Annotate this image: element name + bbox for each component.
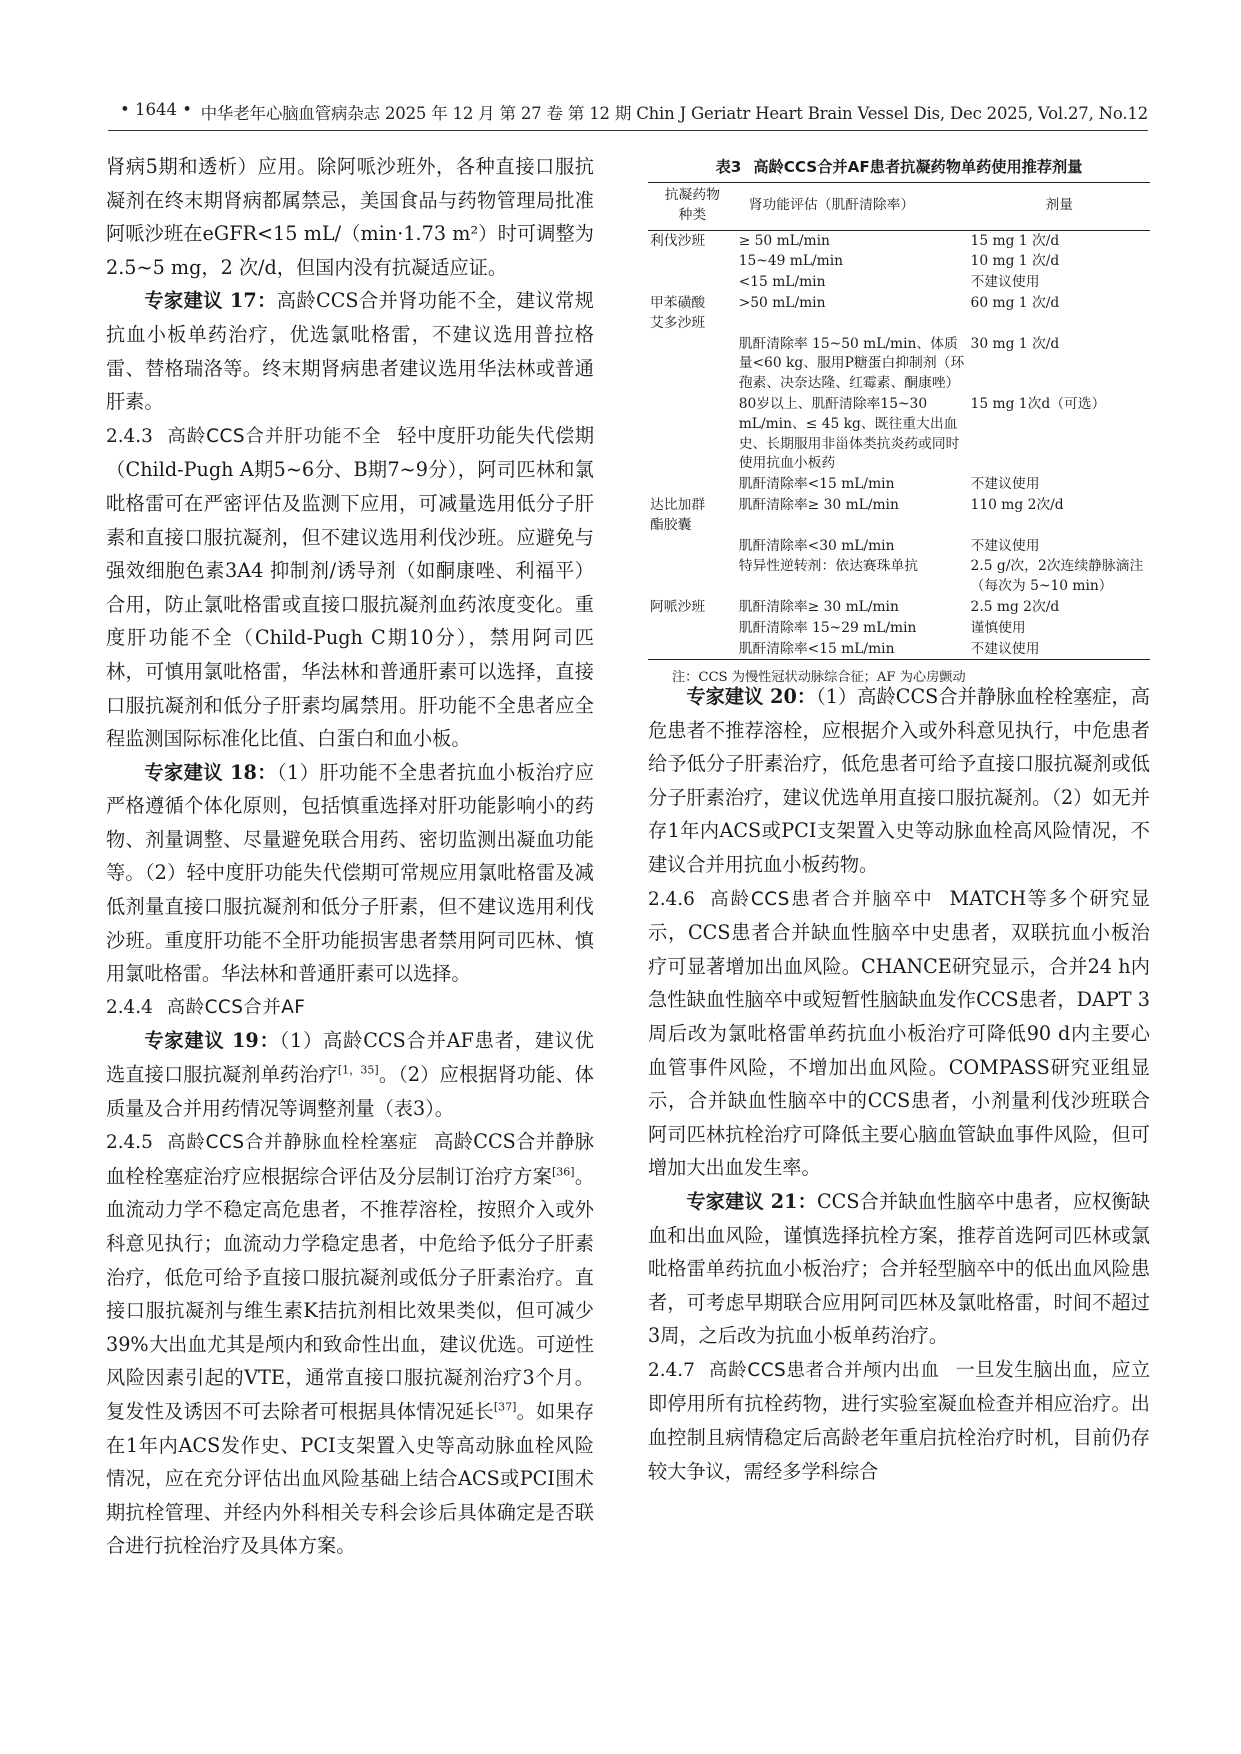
drug-cell: 甲苯磺酸 艾多沙班: [650, 294, 706, 331]
table-row: [648, 495, 1150, 536]
renal-cell: <15 mL/min: [738, 274, 826, 291]
section-number: 2.4.3: [106, 425, 153, 447]
recommendation-text: （1）肝功能不全患者抗血小板治疗应严格遵循个体化原则，包括慎重选择对肝功能影响小的药物、剂量调整、尽量避免联合用药、密切监测出凝血功能等。（2）轻中度肝功能失代偿期可常规应用氯吡格雷及减低剂量直接口服抗凝剂和低分子肝素，但不建议选用利伐沙班。重度肝功能不全肝功能损害患者禁用阿司匹林、慎用氯吡格雷。华法林和普通肝素可以选择。: [106, 760, 594, 986]
dose-cell: 15 mg 1次d（可选）: [970, 395, 1106, 412]
table-header-row: [648, 183, 1150, 231]
section-text: 一旦发生脑出血，应立即停用所有抗栓药物，进行实验室凝血检查并相应治疗。出血控制且病情稳定后高龄老年重启抗栓治疗时机，目前仍存较大争议，需经多学科综合: [648, 1357, 1151, 1483]
recommendation-text: CCS合并缺血性脑卒中患者，应权衡缺血和出血风险，谨慎选择抗栓方案，推荐首选阿司匹林或氯吡格雷单药抗血小板治疗；合并轻型脑卒中的低出血风险患者，可考虑早期联合应用阿司匹林及氯吡格雷，时间不超过3周，之后改为抗血小板单药治疗。: [648, 1189, 1150, 1348]
dose-cell: 不建议使用: [970, 537, 1040, 554]
citation-ref: [36]: [552, 1165, 575, 1179]
dose-cell: 10 mg 1 次/d: [970, 253, 1060, 270]
section-text: 高龄CCS合并静脉血栓栓塞症治疗应根据综合评估及分层制订治疗方案: [106, 1130, 594, 1188]
expert-recommendation-17: [106, 284, 594, 418]
table-row: [648, 556, 1150, 597]
section-number: 2.4.6: [648, 888, 695, 910]
drug-cell: [648, 272, 737, 293]
dose-cell: 不建议使用: [970, 476, 1040, 493]
drug-cell: 阿哌沙班: [650, 598, 706, 615]
section-2-4-4-heading: [106, 991, 594, 1025]
table-title: 高龄CCS合并AF患者抗凝药物单药使用推荐剂量: [753, 158, 1083, 176]
dose-cell: 15 mg 1 次/d: [970, 232, 1060, 249]
drug-cell: [648, 251, 737, 272]
expert-recommendation-21: [648, 1185, 1150, 1353]
renal-cell: 肌酐清除率<30 mL/min: [738, 537, 895, 554]
dose-cell: 不建议使用: [969, 639, 1150, 660]
table-row: [648, 334, 1150, 394]
dose-cell: 30 mg 1 次/d: [970, 335, 1060, 352]
section-title: 高龄CCS患者合并脑卒中: [708, 888, 934, 910]
table-row: [648, 597, 1150, 618]
section-heading: [648, 889, 950, 910]
renal-cell: 肌酐清除率 15~50 mL/min、体质量<60 kg、服用P糖蛋白抑制剂（环孢素、决奈达隆、红霉素、酮康唑）: [738, 335, 965, 392]
table-caption: [648, 156, 1150, 182]
drug-cell: [648, 639, 737, 660]
recommendation-text: 。（2）应根据肾功能、体质量及合并用药情况等调整剂量（表3）。: [106, 1063, 594, 1120]
dose-cell: 110 mg 2次/d: [970, 496, 1064, 513]
table-row: [648, 230, 1150, 251]
expert-recommendation-18: [106, 756, 594, 991]
section-title: 高龄CCS合并肝功能不全: [166, 425, 382, 447]
section-2-4-3: [106, 419, 594, 756]
citation-ref: [37]: [493, 1400, 517, 1414]
drug-cell: [648, 556, 737, 597]
table-row: [648, 474, 1150, 495]
table-number: 表3: [715, 158, 742, 176]
section-heading: [106, 426, 397, 447]
section-number: 2.4.7: [648, 1359, 695, 1381]
section-text: 。如果存在1年内ACS发作史、PCI支架置入史等高动脉血栓风险情况，应在充分评估出血风险基础上结合ACS或PCI围术期抗栓管理、并经内外科相关专科会诊后具体确定是否联合进行抗栓治疗及具体方案。: [106, 1399, 595, 1558]
section-heading: [106, 1132, 434, 1153]
column-header-drug: [648, 183, 737, 231]
page-number: • 1644 •: [120, 100, 192, 119]
left-column: [106, 150, 594, 1563]
drug-cell: [648, 536, 737, 557]
section-title: 高龄CCS合并静脉血栓栓塞症: [166, 1132, 419, 1154]
section-title: 高龄CCS患者合并颅内出血: [708, 1359, 940, 1381]
journal-citation: 中华老年心脑血管病杂志 2025 年 12 月 第 27 卷 第 12 期 Chin J Geriatr Heart Brain Vessel Dis, Dec 2025, Vol.27, No.12: [200, 104, 1148, 123]
dose-cell: 2.5 g/次，2次连续静脉滴注（每次为 5~10 min）: [970, 558, 1144, 595]
drug-cell: [648, 394, 737, 474]
dose-cell: 60 mg 1 次/d: [970, 294, 1060, 311]
renal-cell: 肌酐清除率 15~29 mL/min: [738, 619, 917, 636]
header-rule: [108, 130, 1148, 131]
renal-cell: 特异性逆转剂：依达赛珠单抗: [738, 558, 919, 575]
drug-cell: 利伐沙班: [650, 232, 706, 249]
table-3: [648, 156, 1150, 685]
paragraph: 肾病5期和透析）应用。除阿哌沙班外，各种直接口服抗凝剂在终末期肾病都属禁忌，美国食品与药物管理局批准阿哌沙班在eGFR<15 mL/（min·1.73 m²）时可调整为2.5~5 mg，2 次/d，但国内没有抗凝适应证。: [106, 155, 594, 279]
section-2-4-6: [648, 882, 1150, 1185]
drug-cell: [648, 334, 737, 394]
dose-cell: 谨慎使用: [970, 619, 1026, 636]
recommendation-label: 专家建议 17：: [144, 289, 277, 313]
citation-ref: [1，35]: [337, 1063, 379, 1077]
column-header-renal: 肾功能评估（肌酐清除率）: [737, 183, 969, 231]
section-number: 2.4.4: [106, 996, 153, 1018]
section-heading: [648, 1360, 956, 1381]
column-header-dose: 剂量: [969, 183, 1150, 231]
table-row: [648, 251, 1150, 272]
section-text: 轻中度肝功能失代偿期（Child-Pugh A期5~6分、B期7~9分），阿司匹林和氯吡格雷可在严密评估及监测下应用，可减量选用低分子肝素和直接口服抗凝剂，但不建议选用利伐沙班。应避免与强效细胞色素3A4 抑制剂/诱导剂（如酮康唑、利福平）合用，防止氯吡格雷或直接口服抗凝剂血药浓度变化。重度肝功能不全（Child-Pugh C期10分），禁用阿司匹林，可慎用氯吡格雷，华法林和普通肝素可以选择，直接口服抗凝剂和低分子肝素均属禁用。肝功能不全患者应全程监测国际标准化比值、白蛋白和血小板。: [106, 423, 595, 751]
expert-recommendation-19: [106, 1024, 594, 1125]
recommendation-label: 专家建议 21：: [686, 1189, 817, 1213]
renal-cell: >50 mL/min: [738, 294, 826, 311]
recommendation-text: （1）高龄CCS合并静脉血栓栓塞症，高危患者不推荐溶栓，应根据介入或外科意见执行，中危患者给予低分子肝素治疗，低危患者可给予直接口服抗凝剂或低分子肝素治疗，建议优选单用直接口服抗凝剂。（2）如无并存1年内ACS或PCI支架置入史等动脉血栓高风险情况，不建议合并用抗血小板药物。: [648, 685, 1150, 876]
section-number: 2.4.5: [106, 1132, 153, 1154]
recommendation-label: 专家建议 19：: [144, 1029, 280, 1053]
section-text: MATCH等多个研究显示，CCS患者合并缺血性脑卒中史患者，双联抗血小板治疗可显著增加出血风险。CHANCE研究显示，合并24 h内急性缺血性脑卒中或短暂性脑缺血发作CCS患者，DAPT 3周后改为氯吡格雷单药抗血小板治疗可降低90 d内主要心血管事件风险，不增加出血风险。COMPASS研究亚组显示，合并缺血性脑卒中的CCS患者，小剂量利伐沙班联合阿司匹林抗栓治疗可降低主要心脑血管缺血事件风险，但可增加大出血发生率。: [648, 886, 1150, 1180]
table-row: [648, 618, 1150, 639]
section-text: 。血流动力学不稳定高危患者，不推荐溶栓，按照介入或外科意见执行；血流动力学稳定患者，中危给予低分子肝素治疗，低危可给予直接口服抗凝剂或低分子肝素治疗。直接口服抗凝剂与维生素K拮抗剂相比效果类似，但可减少39%大出血尤其是颅内和致命性出血，建议优选。可逆性风险因素引起的VTE，通常直接口服抗凝剂治疗3个月。复发性及诱因不可去除者可根据具体情况延长: [106, 1164, 595, 1423]
table-row: [648, 639, 1150, 660]
dose-cell: 2.5 mg 2次/d: [970, 598, 1060, 615]
right-column: [648, 680, 1150, 1488]
section-title: 高龄CCS合并AF: [166, 996, 306, 1018]
table-row: [648, 272, 1150, 293]
section-2-4-5: [106, 1125, 594, 1563]
recommendation-text: 高龄CCS合并肾功能不全，建议常规抗血小板单药治疗，优选氯吡格雷，不建议选用普拉格雷、替格瑞洛等。终末期肾病患者建议选用华法林或普通肝素。: [106, 289, 594, 414]
renal-cell: 肌酐清除率<15 mL/min: [737, 639, 969, 660]
renal-cell: 肌酐清除率<15 mL/min: [738, 476, 895, 493]
table-body: [648, 230, 1150, 660]
table-row: [648, 293, 1150, 334]
expert-recommendation-20: [648, 680, 1150, 882]
renal-cell: 80岁以上、肌酐清除率15~30 mL/min、≤ 45 kg、既往重大出血史、长期服用非甾体类抗炎药或同时使用抗血小板药: [738, 395, 960, 472]
dosage-table: [648, 182, 1150, 660]
page-header: [108, 88, 1148, 123]
recommendation-label: 专家建议 18：: [144, 760, 277, 784]
dose-cell: 不建议使用: [970, 274, 1040, 291]
renal-cell: ≥ 50 mL/min: [738, 232, 830, 249]
drug-cell: [648, 618, 737, 639]
table-row: [648, 394, 1150, 474]
section-2-4-7: [648, 1353, 1150, 1488]
table-note: 注：CCS 为慢性冠状动脉综合征；AF 为心房颤动: [672, 670, 966, 686]
recommendation-label: 专家建议 20：: [686, 685, 817, 708]
table-row: [648, 536, 1150, 557]
header-text: 抗凝药物 种类: [664, 187, 720, 223]
renal-cell: 肌酐清除率≥ 30 mL/min: [738, 496, 899, 513]
recommendation-text: （1）高龄CCS合并AF患者，建议优选直接口服抗凝剂单药治疗: [106, 1029, 594, 1087]
drug-cell: [648, 474, 737, 495]
renal-cell: 肌酐清除率≥ 30 mL/min: [738, 598, 899, 615]
renal-cell: 15~49 mL/min: [738, 253, 844, 270]
drug-cell: 达比加群 酯胶囊: [650, 496, 706, 533]
